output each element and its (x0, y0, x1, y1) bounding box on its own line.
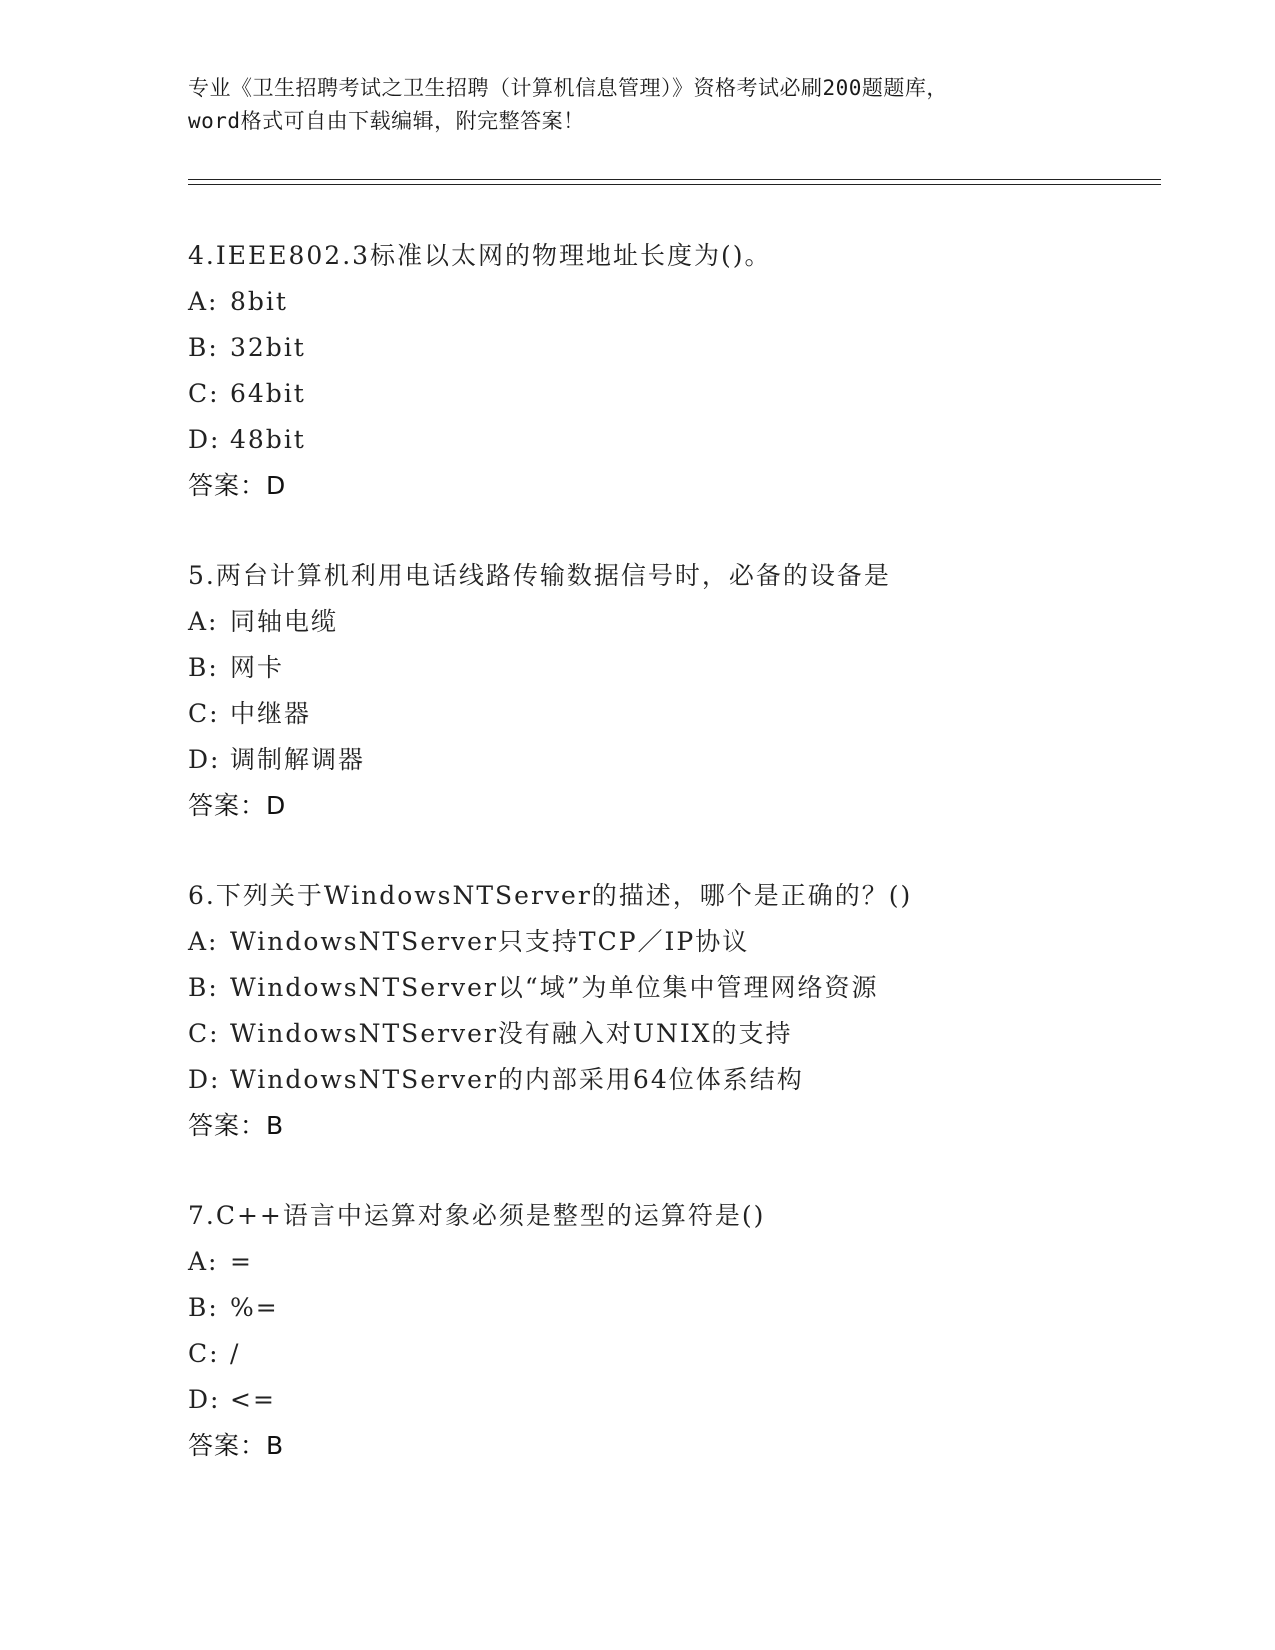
option-text: <= (230, 1385, 276, 1414)
option-text: / (230, 1339, 241, 1368)
answer-line: 答案：D (188, 791, 287, 820)
option-text: 48bit (230, 425, 306, 454)
option-letter: C: (188, 1019, 220, 1048)
header-divider-bottom (188, 184, 1161, 185)
option-letter: C: (188, 379, 220, 408)
option-text: 同轴电缆 (230, 607, 339, 636)
option-text: 64bit (230, 379, 306, 408)
option-letter: B: (188, 653, 219, 682)
option-letter: D: (188, 1065, 221, 1094)
option-letter: B: (188, 973, 219, 1002)
option-text: 调制解调器 (230, 745, 366, 774)
option-text: WindowsNTServer没有融入对UNIX的支持 (230, 1019, 793, 1048)
answer-line: 答案：B (188, 1431, 285, 1460)
option-d (188, 1057, 1148, 1103)
option-letter: A: (188, 1247, 219, 1276)
option-a (188, 599, 1148, 645)
option-text: 8bit (230, 287, 288, 316)
option-letter: D: (188, 1385, 221, 1414)
option-b (188, 645, 1148, 691)
option-a (188, 919, 1148, 965)
option-d (188, 737, 1148, 783)
option-letter: A: (188, 287, 219, 316)
question-6 (188, 873, 1148, 1149)
header-divider-top (188, 179, 1161, 180)
question-7 (188, 1193, 1148, 1469)
option-letter: A: (188, 607, 219, 636)
document-header (188, 72, 1088, 138)
question-stem: 4.IEEE802.3标准以太网的物理地址长度为()。 (188, 241, 772, 270)
answer-line: 答案：B (188, 1111, 285, 1140)
option-text: 网卡 (230, 653, 285, 682)
question-stem: 6.下列关于WindowsNTServer的描述，哪个是正确的？() (188, 881, 913, 910)
option-letter: C: (188, 699, 220, 728)
option-a (188, 279, 1148, 325)
answer-line: 答案：D (188, 471, 287, 500)
option-text: %= (230, 1293, 279, 1322)
option-letter: B: (188, 1293, 219, 1322)
header-line-1: 专业《卫生招聘考试之卫生招聘（计算机信息管理）》资格考试必刷200题题库， (188, 76, 948, 100)
option-d (188, 1377, 1148, 1423)
option-text: WindowsNTServer以“域”为单位集中管理网络资源 (230, 973, 879, 1002)
option-b (188, 325, 1148, 371)
option-b (188, 965, 1148, 1011)
option-b (188, 1285, 1148, 1331)
question-stem: 5.两台计算机利用电话线路传输数据信号时，必备的设备是 (188, 561, 891, 590)
option-c (188, 371, 1148, 417)
option-letter: D: (188, 745, 221, 774)
question-4 (188, 233, 1148, 509)
option-letter: D: (188, 425, 221, 454)
option-letter: A: (188, 927, 219, 956)
option-text: 32bit (230, 333, 306, 362)
option-c (188, 691, 1148, 737)
option-text: 中继器 (230, 699, 312, 728)
option-text: = (230, 1247, 253, 1276)
option-text: WindowsNTServer的内部采用64位体系结构 (230, 1065, 804, 1094)
option-text: WindowsNTServer只支持TCP／IP协议 (230, 927, 750, 956)
option-letter: C: (188, 1339, 220, 1368)
question-5 (188, 553, 1148, 829)
option-c (188, 1011, 1148, 1057)
question-stem: 7.C++语言中运算对象必须是整型的运算符是() (188, 1201, 766, 1230)
header-line-2: word格式可自由下载编辑，附完整答案！ (188, 109, 585, 133)
option-c (188, 1331, 1148, 1377)
option-letter: B: (188, 333, 219, 362)
option-d (188, 417, 1148, 463)
option-a (188, 1239, 1148, 1285)
